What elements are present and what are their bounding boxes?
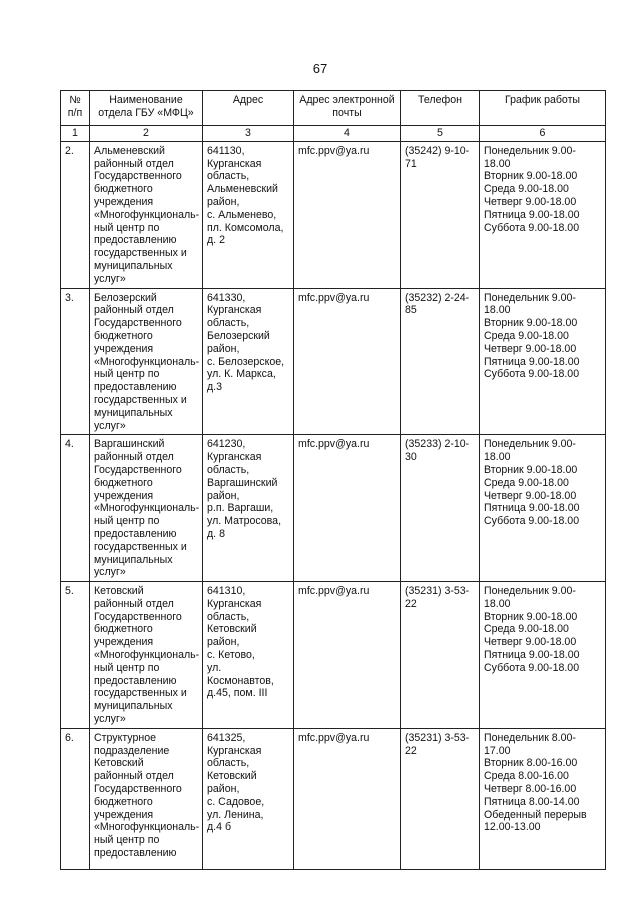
table-row [61, 141, 606, 288]
office-schedule: Понедельник 9.00- 18.00 Вторник 9.00-18.00 Среда 9.00-18.00 Четверг 9.00-18.00 Пятница 9.00-18.00 Суббота 9.00-18.00 [480, 435, 606, 582]
office-address: 641230, Курганская область, Варгашинский район, р.п. Варгаши, ул. Матросова, д. 8 [203, 435, 294, 582]
table-row [61, 435, 606, 582]
office-email: mfc.ppv@ya.ru [294, 288, 401, 435]
page-number: 67 [312, 61, 328, 76]
column-number: 6 [480, 126, 606, 142]
column-number-row [61, 126, 606, 142]
office-name: Варгашинский районный отдел Государственного бюджетного учреждения «Многофункциональ- ный центр по предоставлению государственных и муниципальных услуг» [90, 435, 203, 582]
table-row [61, 728, 606, 869]
office-schedule: Понедельник 9.00- 18.00 Вторник 9.00-18.00 Среда 9.00-18.00 Четверг 9.00-18.00 Пятница 9.00-18.00 Суббота 9.00-18.00 [480, 141, 606, 288]
header-name: Наименование отдела ГБУ «МФЦ» [90, 91, 203, 126]
table-row [61, 288, 606, 435]
office-address: 641330, Курганская область, Белозерский район, с. Белозерское, ул. К. Маркса, д.3 [203, 288, 294, 435]
row-number: 2. [61, 141, 90, 288]
office-phone: (35231) 3-53- 22 [401, 728, 480, 869]
header-email: Адрес электронной почты [294, 91, 401, 126]
row-number: 5. [61, 582, 90, 729]
column-number: 4 [294, 126, 401, 142]
header-schedule: График работы [480, 91, 606, 126]
office-address: 641130, Курганская область, Альменевский район, с. Альменево, пл. Комсомола, д. 2 [203, 141, 294, 288]
office-email: mfc.ppv@ya.ru [294, 141, 401, 288]
office-name: Альменевский районный отдел Государственного бюджетного учреждения «Многофункциональ- ный центр по предоставлению государственных и муниципальных услуг» [90, 141, 203, 288]
row-number: 4. [61, 435, 90, 582]
column-number: 5 [401, 126, 480, 142]
office-name: Белозерский районный отдел Государственного бюджетного учреждения «Многофункциональ- ный центр по предоставлению государственных и муниципальных услуг» [90, 288, 203, 435]
office-email: mfc.ppv@ya.ru [294, 728, 401, 869]
row-number: 6. [61, 728, 90, 869]
table-row [61, 582, 606, 729]
row-number: 3. [61, 288, 90, 435]
office-email: mfc.ppv@ya.ru [294, 435, 401, 582]
office-schedule: Понедельник 8.00- 17.00 Вторник 8.00-16.00 Среда 8.00-16.00 Четверг 8.00-16.00 Пятница 8.00-14.00 Обеденный перерыв 12.00-13.00 [480, 728, 606, 869]
mfc-offices-table [60, 90, 606, 870]
column-number: 1 [61, 126, 90, 142]
header-phone: Телефон [401, 91, 480, 126]
office-schedule: Понедельник 9.00- 18.00 Вторник 9.00-18.00 Среда 9.00-18.00 Четверг 9.00-18.00 Пятница 9.00-18.00 Суббота 9.00-18.00 [480, 288, 606, 435]
header-num: № п/п [61, 91, 90, 126]
column-number: 2 [90, 126, 203, 142]
office-name: Кетовский районный отдел Государственного бюджетного учреждения «Многофункциональ- ный центр по предоставлению государственных и муниципальных услуг» [90, 582, 203, 729]
office-schedule: Понедельник 9.00- 18.00 Вторник 9.00-18.00 Среда 9.00-18.00 Четверг 9.00-18.00 Пятница 9.00-18.00 Суббота 9.00-18.00 [480, 582, 606, 729]
office-phone: (35242) 9-10- 71 [401, 141, 480, 288]
office-email: mfc.ppv@ya.ru [294, 582, 401, 729]
office-phone: (35231) 3-53- 22 [401, 582, 480, 729]
office-phone: (35233) 2-10- 30 [401, 435, 480, 582]
office-phone: (35232) 2-24- 85 [401, 288, 480, 435]
office-name: Структурное подразделение Кетовский районный отдел Государственного бюджетного учреждения «Многофункциональ- ный центр по предоставлению [90, 728, 203, 869]
column-number: 3 [203, 126, 294, 142]
office-address: 641310, Курганская область, Кетовский район, с. Кетово, ул. Космонавтов, д.45, пом. III [203, 582, 294, 729]
header-address: Адрес [203, 91, 294, 126]
table-header-row [61, 91, 606, 126]
office-address: 641325, Курганская область, Кетовский район, с. Садовое, ул. Ленина, д.4 б [203, 728, 294, 869]
